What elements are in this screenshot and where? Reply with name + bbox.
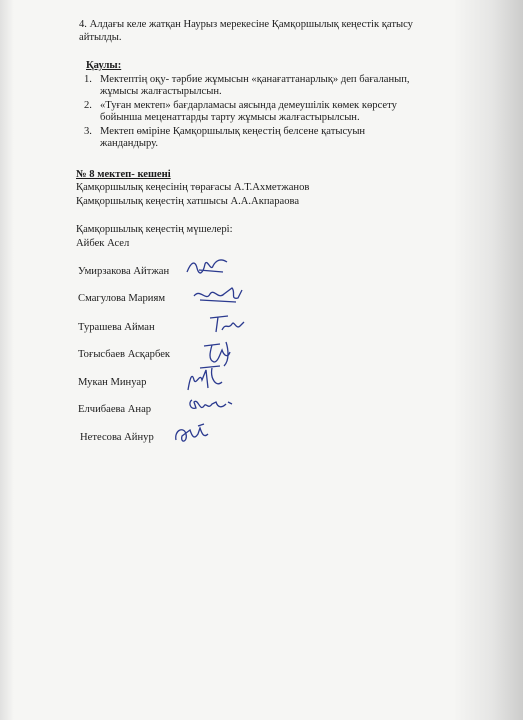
members-heading: Қамқоршылық кеңестің мүшелері: [76,224,233,235]
signature-elchibayeva [184,392,234,418]
decision-number: 1. [84,74,92,85]
decision-line1: Мектеп өміріне Қамқоршылық кеңестің белсене қатысуын [100,126,366,137]
member-name: Смагулова Мариям [78,293,166,304]
signature-smagulova [190,282,246,306]
member-name: Мукан Минуар [78,377,147,388]
decision-number: 2. [84,100,92,111]
decision-line1: Мектептің оқу- тәрбие жұмысын «қанағаттанарлық» деп бағаланып, [100,74,410,85]
scan-shadow-left [0,0,14,720]
decision-item [80,100,480,124]
signature-netesova [170,420,214,448]
decision-number: 3. [84,126,92,137]
school-name: № 8 мектеп- кешені [76,169,171,180]
member-name: Умирзакова Айтжан [78,266,170,277]
chair-line: Қамқоршылық кеңесінің төрағасы А.Т.Ахметжанов [76,182,310,193]
decision-line2: жандандыру. [100,138,159,149]
member-name: Нетесова Айнур [80,432,154,443]
decision-line2: жұмысы жалғастырылсын. [100,86,222,97]
decisions-list [80,74,480,152]
member-name: Айбек Асел [76,238,130,249]
member-name: Елчибаева Анар [78,404,152,415]
decision-line1: «Туған мектеп» бағдарламасы аясында демеушілік көмек көрсету [100,100,397,111]
member-name: Турашева Айман [78,322,155,333]
member-name: Тоғысбаев Асқарбек [78,349,171,360]
secretary-line: Қамқоршылық кеңестің хатшысы А.А.Акпараова [76,196,300,207]
item4-line2: айтылды. [79,32,122,43]
signature-umirzakova [183,254,233,280]
decision-line2: бойынша меценаттарды тарту жұмысы жалғастырылсын. [100,112,360,123]
signature-turasheva [206,312,246,336]
decisions-heading: Қаулы: [86,60,122,71]
decision-item [80,74,480,98]
item4-line1: 4. Алдағы келе жатқан Наурыз мерекесіне Қамқоршылық кеңестік қатысу [79,19,413,30]
decision-item [80,126,480,150]
